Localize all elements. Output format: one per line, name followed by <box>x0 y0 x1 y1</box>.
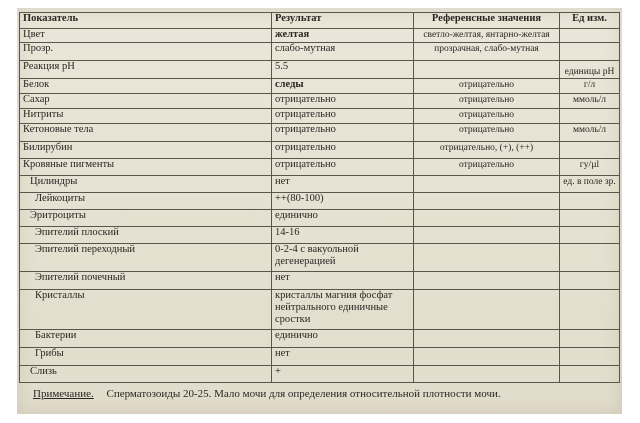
result-cell: нет <box>272 176 414 193</box>
unit-cell <box>560 43 620 61</box>
unit-cell <box>560 29 620 43</box>
header-reference: Референсные значения <box>414 13 560 29</box>
result-cell: + <box>272 366 414 383</box>
table-row <box>20 159 620 176</box>
reference-cell <box>414 210 560 227</box>
reference-cell <box>414 61 560 79</box>
result-cell: единично <box>272 330 414 348</box>
result-cell: 5.5 <box>272 61 414 79</box>
result-cell: слабо-мутная <box>272 43 414 61</box>
result-cell: 14-16 <box>272 227 414 244</box>
table-row <box>20 193 620 210</box>
indicator-cell: Бактерии <box>20 330 272 348</box>
indicator-cell: Цилиндры <box>20 176 272 193</box>
indicator-cell: Сахар <box>20 94 272 109</box>
indicator-cell: Кристаллы <box>20 290 272 330</box>
indicator-cell: Грибы <box>20 348 272 366</box>
footnote-text: Сперматозоиды 20-25. Мало мочи для определения относительной плотности мочи. <box>106 388 501 400</box>
unit-cell <box>560 210 620 227</box>
result-cell: отрицательно <box>272 109 414 124</box>
reference-cell: отрицательно <box>414 159 560 176</box>
table-row <box>20 272 620 290</box>
result-cell: желтая <box>272 29 414 43</box>
indicator-cell: Эпителий плоский <box>20 227 272 244</box>
indicator-cell: Билирубин <box>20 142 272 159</box>
urinalysis-table <box>19 12 620 383</box>
reference-cell: отрицательно, (+), (++) <box>414 142 560 159</box>
indicator-cell: Белок <box>20 79 272 94</box>
unit-cell <box>560 109 620 124</box>
table-row <box>20 43 620 61</box>
result-cell: следы <box>272 79 414 94</box>
table-row <box>20 61 620 79</box>
indicator-cell: Слизь <box>20 366 272 383</box>
table-row <box>20 176 620 193</box>
table-row <box>20 124 620 142</box>
indicator-cell: Эпителий переходный <box>20 244 272 272</box>
unit-cell: г/л <box>560 79 620 94</box>
unit-cell <box>560 142 620 159</box>
result-cell: отрицательно <box>272 124 414 142</box>
table-row <box>20 109 620 124</box>
table-row <box>20 290 620 330</box>
indicator-cell: Эритроциты <box>20 210 272 227</box>
reference-cell: светло-желтая, янтарно-желтая <box>414 29 560 43</box>
result-cell: единично <box>272 210 414 227</box>
table-row <box>20 330 620 348</box>
header-result: Результат <box>272 13 414 29</box>
unit-cell <box>560 272 620 290</box>
unit-cell <box>560 330 620 348</box>
result-cell: нет <box>272 272 414 290</box>
table-row <box>20 348 620 366</box>
unit-cell <box>560 193 620 210</box>
table-row <box>20 94 620 109</box>
header-unit: Ед изм. <box>560 13 620 29</box>
unit-cell: гу/µl <box>560 159 620 176</box>
unit-cell <box>560 244 620 272</box>
reference-cell <box>414 176 560 193</box>
indicator-cell: Лейкоциты <box>20 193 272 210</box>
result-cell: 0-2-4 с вакуольной дегенерацией <box>272 244 414 272</box>
result-cell: кристаллы магния фосфат нейтрального единичные сростки <box>272 290 414 330</box>
table-row <box>20 142 620 159</box>
reference-cell <box>414 366 560 383</box>
reference-cell: отрицательно <box>414 79 560 94</box>
indicator-cell: Реакция pH <box>20 61 272 79</box>
table-row <box>20 29 620 43</box>
indicator-cell: Эпителий почечный <box>20 272 272 290</box>
result-cell: ++(80-100) <box>272 193 414 210</box>
result-cell: нет <box>272 348 414 366</box>
indicator-cell: Кровяные пигменты <box>20 159 272 176</box>
unit-cell: единицы pH <box>560 61 620 79</box>
table-row <box>20 79 620 94</box>
reference-cell <box>414 244 560 272</box>
unit-cell: ммоль/л <box>560 124 620 142</box>
result-cell: отрицательно <box>272 94 414 109</box>
reference-cell <box>414 348 560 366</box>
reference-cell <box>414 193 560 210</box>
table-header-row <box>20 13 620 29</box>
table-row <box>20 210 620 227</box>
reference-cell: отрицательно <box>414 124 560 142</box>
footnote <box>33 388 501 400</box>
header-indicator: Показатель <box>20 13 272 29</box>
indicator-cell: Цвет <box>20 29 272 43</box>
unit-cell: ммоль/л <box>560 94 620 109</box>
unit-cell <box>560 227 620 244</box>
table-row <box>20 227 620 244</box>
unit-cell <box>560 290 620 330</box>
unit-cell <box>560 366 620 383</box>
reference-cell <box>414 330 560 348</box>
reference-cell: отрицательно <box>414 94 560 109</box>
unit-cell: ед. в поле зр. <box>560 176 620 193</box>
footnote-label: Примечание. <box>33 388 94 400</box>
table-row <box>20 366 620 383</box>
reference-cell <box>414 227 560 244</box>
table-row <box>20 244 620 272</box>
unit-cell <box>560 348 620 366</box>
reference-cell <box>414 290 560 330</box>
indicator-cell: Кетоновые тела <box>20 124 272 142</box>
reference-cell <box>414 272 560 290</box>
lab-report-paper <box>17 8 622 414</box>
reference-cell: прозрачная, слабо-мутная <box>414 43 560 61</box>
result-cell: отрицательно <box>272 142 414 159</box>
result-cell: отрицательно <box>272 159 414 176</box>
reference-cell: отрицательно <box>414 109 560 124</box>
indicator-cell: Прозр. <box>20 43 272 61</box>
indicator-cell: Нитриты <box>20 109 272 124</box>
